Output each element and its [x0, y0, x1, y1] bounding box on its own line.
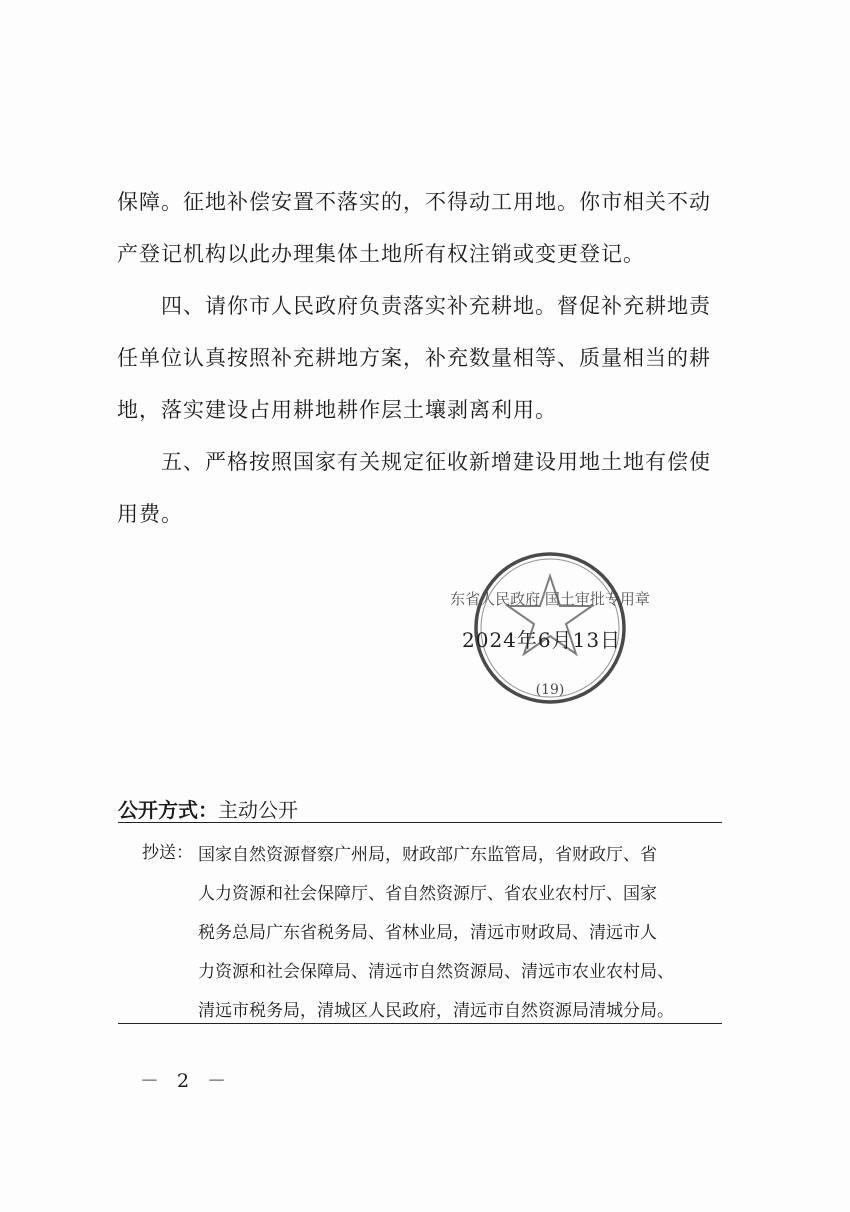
disclosure-line: [118, 794, 298, 823]
paragraph-item-five: 五、严格按照国家有关规定征收新增建设用地土地有偿使用费。: [117, 450, 711, 526]
seal-number: (19): [535, 682, 565, 698]
cc-label: 抄送：: [142, 843, 193, 863]
divider-bottom: [118, 1023, 722, 1024]
cc-line: 清远市税务局，清城区人民政府，清远市自然资源局清城分局。: [198, 1001, 674, 1021]
divider-top: [118, 822, 722, 823]
disclosure-value: 主动公开: [218, 798, 298, 822]
seal-text: 东省人民政府 国土审批专用章: [450, 590, 650, 608]
paragraph-continuation: 保障。征地补偿安置不落实的，不得动工用地。你市相关不动产登记机构以此办理集体土地所有权注销或变更登记。: [117, 190, 711, 266]
cc-line: 税务总局广东省税务局、省林业局，清远市财政局、清远市人: [198, 923, 657, 943]
paragraph-item-four: 四、请你市人民政府负责落实补充耕地。督促补充耕地责任单位认真按照补充耕地方案，补充数量相等、质量相当的耕地，落实建设占用耕地耕作层土壤剥离利用。: [117, 294, 711, 422]
disclosure-label: 公开方式：: [118, 798, 218, 822]
body-text: [117, 176, 717, 540]
cc-line: 国家自然资源督察广州局，财政部广东监管局，省财政厅、省: [198, 845, 657, 865]
page-number: － 2 －: [140, 1070, 233, 1092]
cc-recipients: [198, 836, 716, 1031]
cc-line: 力资源和社会保障局、清远市自然资源局、清远市农业农村局、: [198, 962, 674, 982]
issue-date: 2024年6月13日: [462, 628, 622, 652]
cc-line: 人力资源和社会保障厅、省自然资源厅、省农业农村厅、国家: [198, 884, 657, 904]
